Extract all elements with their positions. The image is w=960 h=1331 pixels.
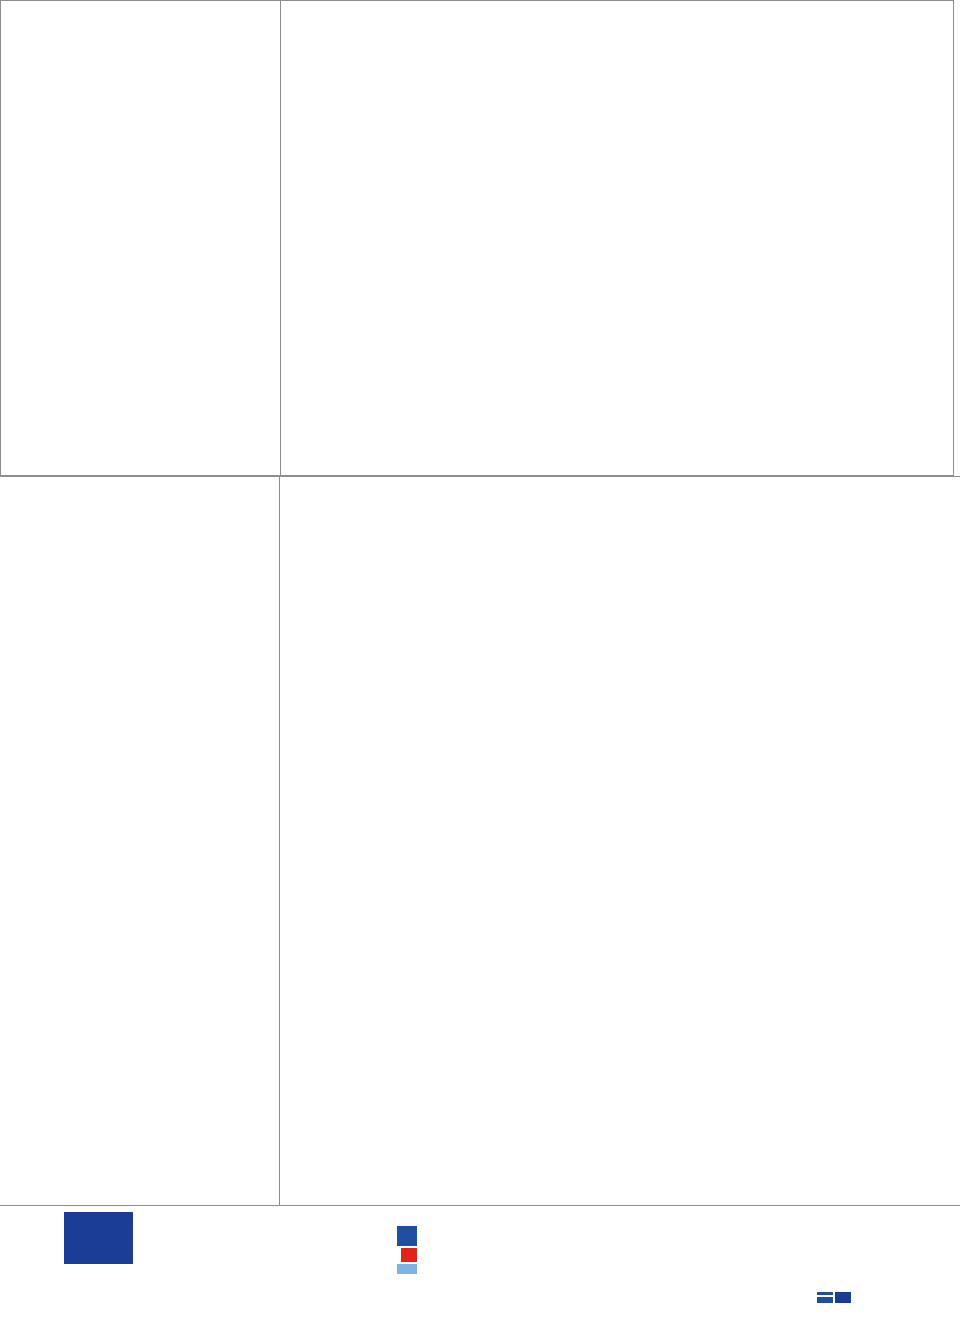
column-divider bbox=[279, 477, 280, 1205]
eu-stars-icon bbox=[64, 1212, 133, 1264]
table-row-deliverables bbox=[0, 476, 960, 1206]
column-divider bbox=[280, 1, 281, 475]
espa-logo bbox=[817, 1216, 957, 1314]
epan-programme-logo bbox=[397, 1220, 569, 1320]
eu-flag-logo bbox=[64, 1212, 133, 1264]
table-row-top bbox=[0, 0, 954, 476]
page-footer bbox=[0, 1206, 960, 1331]
